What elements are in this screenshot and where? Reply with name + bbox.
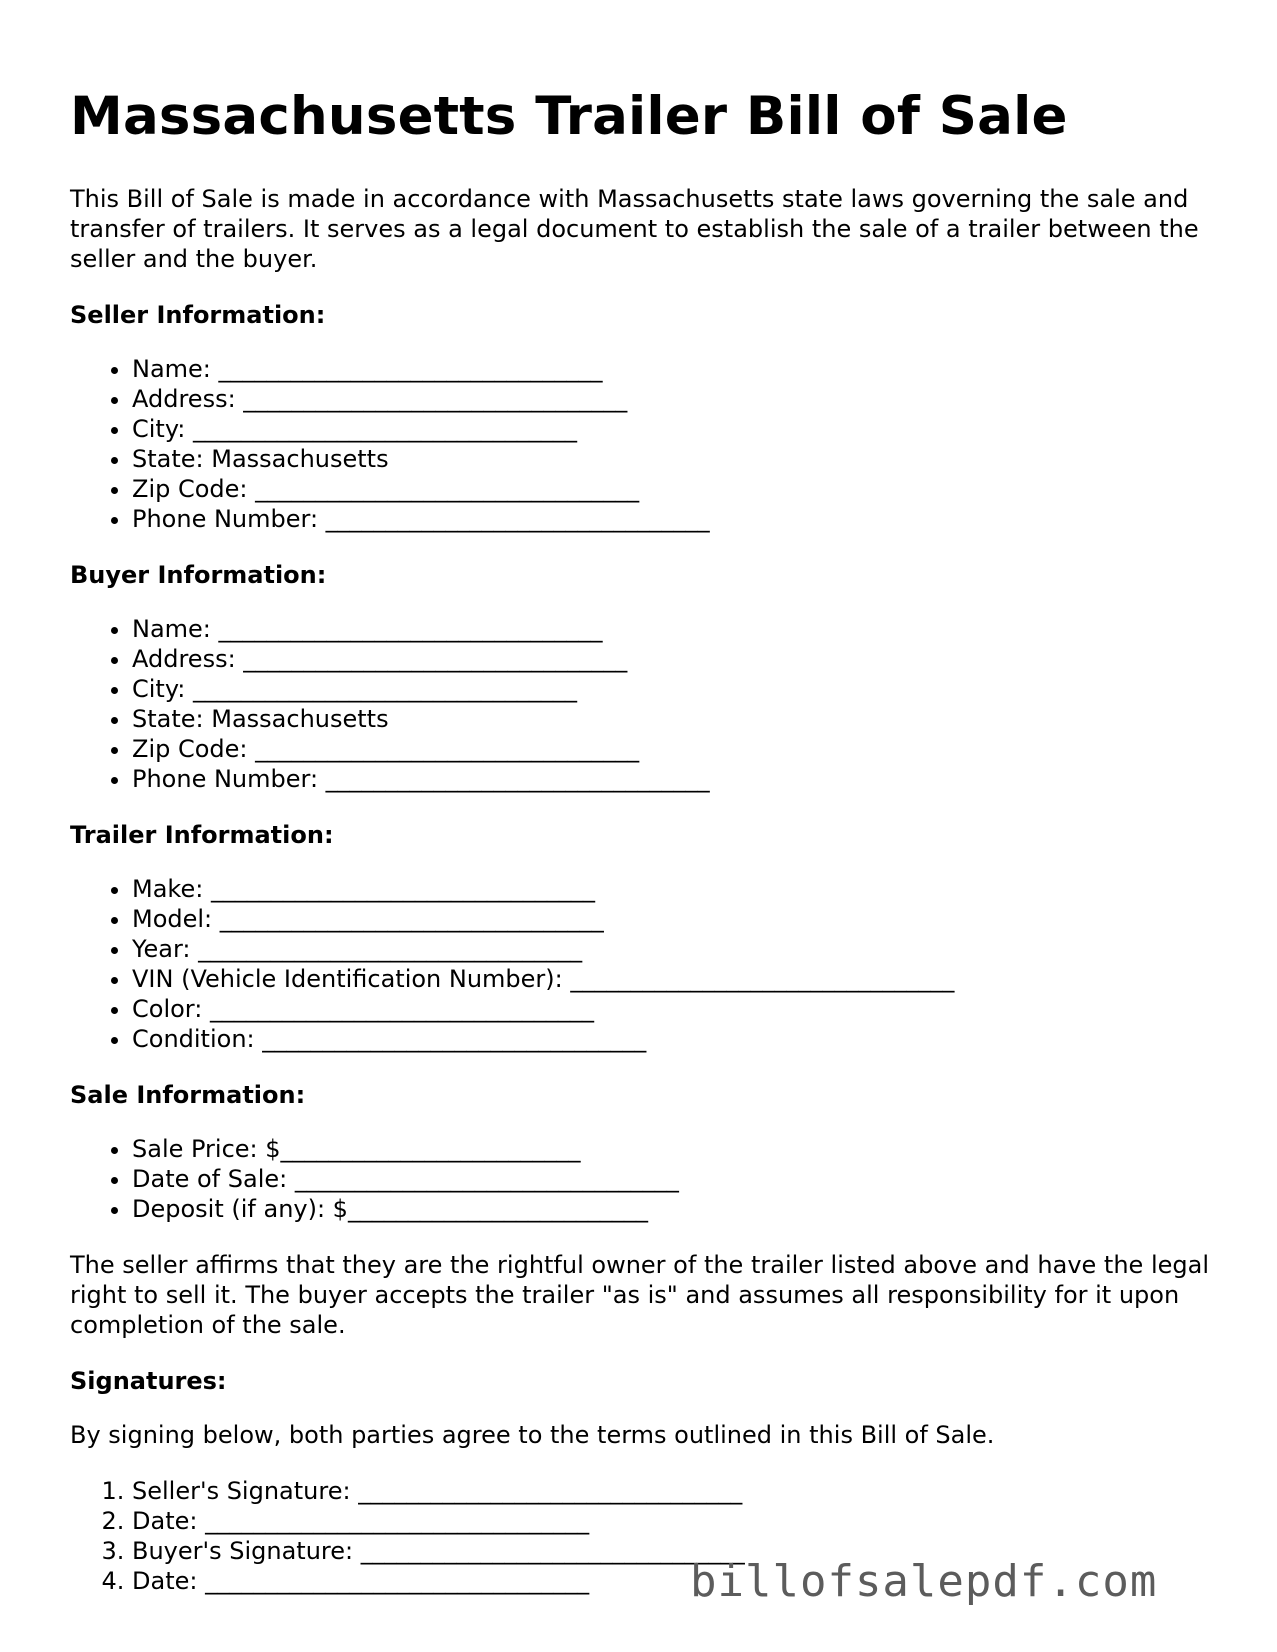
sale-price-field: • Sale Price: $_________________________: [132, 1134, 1210, 1164]
buyer-signature-field: 3. Buyer's Signature: ________________________________: [132, 1536, 1210, 1566]
trailer-list: [70, 874, 1210, 1054]
sale-deposit-field: • Deposit (if any): $_________________________: [132, 1194, 1210, 1224]
seller-list: [70, 354, 1210, 534]
buyer-date-field: 4. Date: ________________________________: [132, 1566, 1210, 1596]
buyer-list: [70, 614, 1210, 794]
seller-state-field: • State: Massachusetts: [132, 444, 1210, 474]
seller-signature-field: 1. Seller's Signature: ________________________________: [132, 1476, 1210, 1506]
seller-city-field: • City: ________________________________: [132, 414, 1210, 444]
intro-paragraph: This Bill of Sale is made in accordance with Massachusetts state laws governing the sale and transfer of trailers. It serves as a legal document to establish the sale of a trailer between the seller and the buyer.: [70, 185, 1199, 273]
document-title: Massachusetts Trailer Bill of Sale: [70, 86, 1068, 147]
trailer-model-field: • Model: ________________________________: [132, 904, 1210, 934]
sale-list: [70, 1134, 1210, 1224]
seller-zip-field: • Zip Code: ________________________________: [132, 474, 1210, 504]
trailer-heading: Trailer Information:: [70, 821, 334, 849]
trailer-color-field: • Color: ________________________________: [132, 994, 1210, 1024]
sale-heading: Sale Information:: [70, 1081, 306, 1109]
seller-address-field: • Address: ________________________________: [132, 384, 1210, 414]
buyer-state-field: • State: Massachusetts: [132, 704, 1210, 734]
trailer-make-field: • Make: ________________________________: [132, 874, 1210, 904]
trailer-condition-field: • Condition: ________________________________: [132, 1024, 1210, 1054]
watermark-text: billofsalepdf.com: [690, 1556, 1158, 1607]
seller-phone-field: • Phone Number: ________________________________: [132, 504, 1210, 534]
buyer-address-field: • Address: ________________________________: [132, 644, 1210, 674]
sale-date-field: • Date of Sale: ________________________________: [132, 1164, 1210, 1194]
signatures-heading: Signatures:: [70, 1367, 227, 1395]
trailer-vin-field: • VIN (Vehicle Identification Number): ________________________________: [132, 964, 1210, 994]
buyer-city-field: • City: ________________________________: [132, 674, 1210, 704]
buyer-heading: Buyer Information:: [70, 561, 327, 589]
seller-heading: Seller Information:: [70, 301, 326, 329]
document-page: [70, 86, 1210, 1622]
buyer-phone-field: • Phone Number: ________________________________: [132, 764, 1210, 794]
signatures-intro: By signing below, both parties agree to the terms outlined in this Bill of Sale.: [70, 1421, 995, 1449]
affirmation-paragraph: The seller affirms that they are the rightful owner of the trailer listed above and have the legal right to sell it. The buyer accepts the trailer "as is" and assumes all responsibility for it upon completion of the sale.: [70, 1251, 1209, 1339]
seller-date-field: 2. Date: ________________________________: [132, 1506, 1210, 1536]
seller-name-field: • Name: ________________________________: [132, 354, 1210, 384]
buyer-zip-field: • Zip Code: ________________________________: [132, 734, 1210, 764]
trailer-year-field: • Year: ________________________________: [132, 934, 1210, 964]
buyer-name-field: • Name: ________________________________: [132, 614, 1210, 644]
